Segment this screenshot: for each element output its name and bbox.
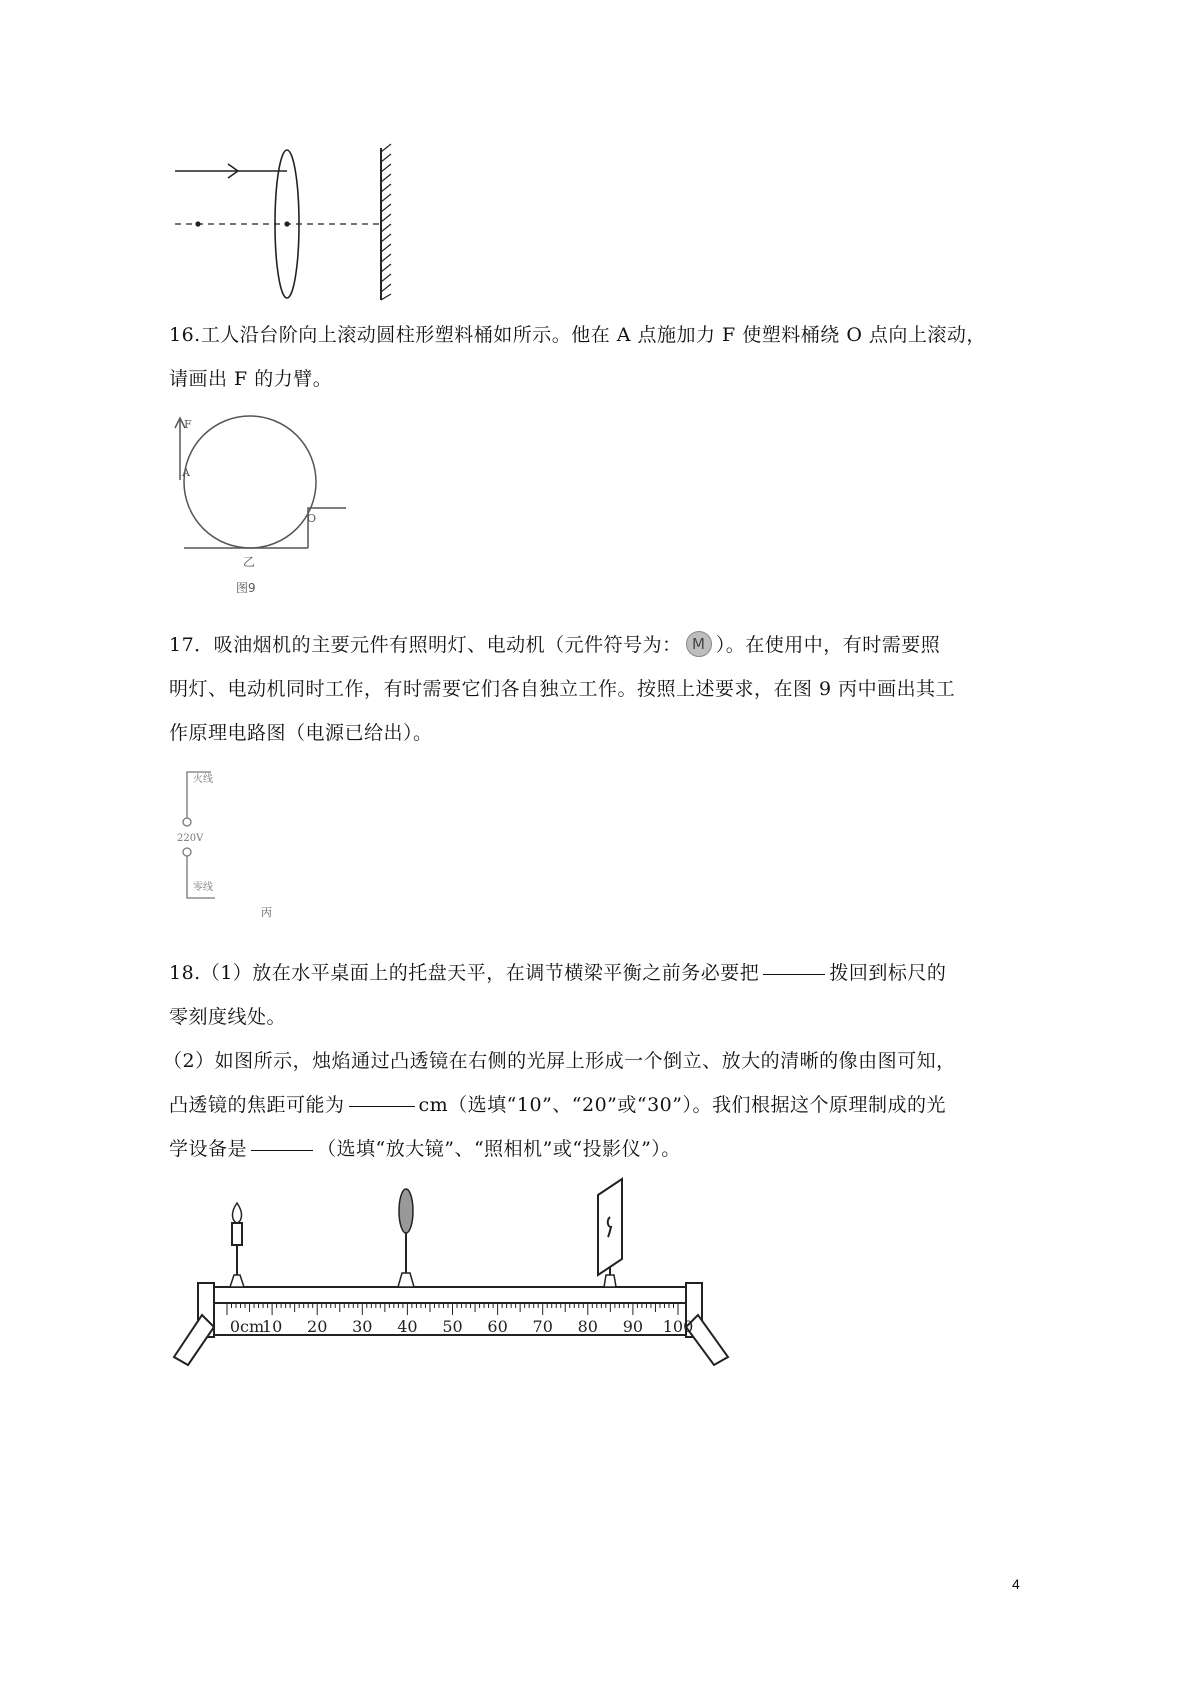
answer-blank-2[interactable] xyxy=(349,1105,415,1107)
ruler-label: 40 xyxy=(397,1317,418,1336)
ruler-label: 80 xyxy=(577,1317,598,1336)
q17-line1-a: 17．吸油烟机的主要元件有照明灯、电动机（元件符号为： xyxy=(169,634,682,656)
barrel-circle xyxy=(184,416,316,548)
focal-point xyxy=(195,221,200,226)
optical-center xyxy=(284,221,289,226)
rail-top xyxy=(210,1287,690,1303)
motor-symbol-icon: M xyxy=(686,631,712,657)
label-O: O xyxy=(307,512,317,525)
fig9-caption: 图9 xyxy=(236,581,256,595)
q18-p1-a: 18.（1）放在水平桌面上的托盘天平，在调节横梁平衡之前务必要把 xyxy=(169,962,760,984)
left-leg xyxy=(174,1315,214,1365)
q17-line3: 作原理电路图（电源已给出）。 xyxy=(169,722,433,744)
convex-lens-holder xyxy=(398,1189,414,1287)
label-A: A xyxy=(182,466,190,479)
q18-p1-line2: 零刻度线处。 xyxy=(169,1006,287,1028)
terminal-bottom xyxy=(183,848,191,856)
q18-p1-line1 xyxy=(169,958,946,985)
q18-p2-line3 xyxy=(169,1134,681,1161)
power-source-figure xyxy=(175,760,295,925)
ruler-label: 20 xyxy=(307,1317,328,1336)
q18-p2-line2-b: cm（选填“10”、“20”或“30”）。我们根据这个原理制成的光 xyxy=(418,1094,946,1116)
q16-line1: 16.工人沿台阶向上滚动圆柱形塑料桶如所示。他在 A 点施加力 F 使塑料桶绕 O 点向上滚动， xyxy=(169,324,986,346)
q18-p2-line1: （2）如图所示，烛焰通过凸透镜在右侧的光屏上形成一个倒立、放大的清晰的像由图可知， xyxy=(163,1050,956,1072)
q18-p2-line2 xyxy=(169,1090,946,1117)
ruler-label: 0cm xyxy=(229,1317,265,1336)
ruler-label: 60 xyxy=(487,1317,508,1336)
ruler-label: 70 xyxy=(532,1317,553,1336)
label-voltage: 220V xyxy=(177,833,204,844)
q17-line1-b: ）。在使用中，有时需要照 xyxy=(715,634,941,656)
candle xyxy=(230,1203,244,1287)
ruler-label: 90 xyxy=(622,1317,644,1336)
q16-line2: 请画出 F 的力臂。 xyxy=(169,368,333,390)
candle-flame xyxy=(232,1203,241,1223)
light-screen xyxy=(598,1179,622,1287)
answer-blank-1[interactable] xyxy=(763,973,825,975)
ruler-label: 50 xyxy=(442,1317,463,1336)
page-number: 4 xyxy=(1012,1576,1020,1592)
q18-p2-line3-a: 学设备是 xyxy=(169,1138,248,1160)
q18-p2-line2-a: 凸透镜的焦距可能为 xyxy=(169,1094,345,1116)
ruler-label: 100 xyxy=(662,1317,694,1336)
label-bing: 丙 xyxy=(261,906,272,919)
label-live: 火线 xyxy=(193,774,213,785)
optical-bench-figure xyxy=(170,1175,750,1375)
q18-p2-line3-b: （选填“放大镜”、“照相机”或“投影仪”）。 xyxy=(317,1138,681,1160)
label-F: F xyxy=(184,418,192,431)
label-yi: 乙 xyxy=(243,555,256,569)
lens-mirror-figure xyxy=(170,140,430,310)
q17-line1 xyxy=(169,630,940,657)
barrel-step-figure xyxy=(170,410,360,605)
terminal-top xyxy=(183,818,191,826)
q17-line2: 明灯、电动机同时工作，有时需要它们各自独立工作。按照上述要求，在图 9 丙中画出其工 xyxy=(169,678,956,700)
q18-p1-b: 拨回到标尺的 xyxy=(829,962,947,984)
ruler-label: 10 xyxy=(261,1317,283,1336)
mirror-hatching xyxy=(381,144,391,300)
lens-body xyxy=(399,1189,413,1233)
label-neutral: 零线 xyxy=(193,882,213,893)
ruler-label: 30 xyxy=(352,1317,373,1336)
answer-blank-3[interactable] xyxy=(251,1149,313,1151)
